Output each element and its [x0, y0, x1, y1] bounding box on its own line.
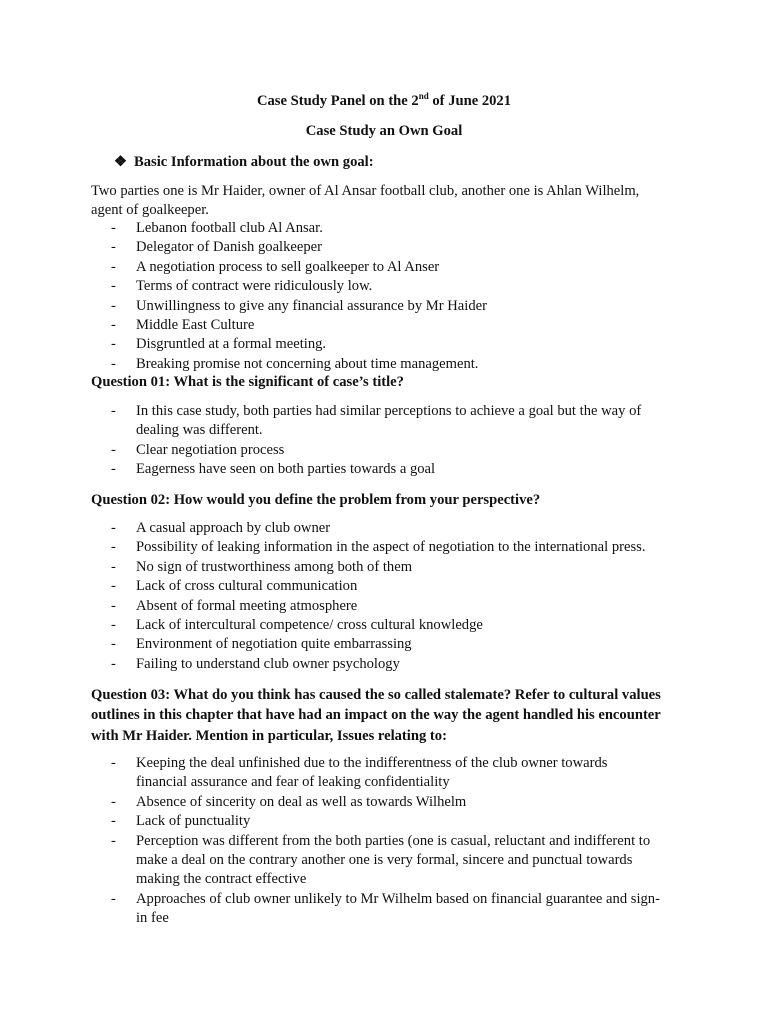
list-item: - Eagerness have seen on both parties towards a goal — [111, 461, 436, 478]
question-01: Question 01: What is the significant of case’s title? — [91, 374, 404, 390]
list-item: - Disgruntled at a formal meeting. — [111, 336, 327, 353]
list-item: - Environment of negotiation quite embarrassing — [111, 636, 412, 653]
title-superscript: nd — [418, 91, 429, 101]
list-item: - No sign of trustworthiness among both of them — [111, 558, 413, 575]
list-item: - Failing to understand club owner psychology — [111, 655, 400, 672]
list-item: - Terms of contract were ridiculously low. — [111, 278, 373, 295]
question-03: Question 03: What do you think has caused the so called stalemate? Refer to cultural values outlines in this chapter that have had an impact on the way the agent handled his encounter with Mr Haider. Mention in particular, Issues relating to: — [91, 687, 661, 744]
list-item: - Clear negotiation process — [111, 441, 285, 458]
list-item: - Delegator of Danish goalkeeper — [111, 239, 322, 256]
intro-line: agent of goalkeeper. — [91, 202, 209, 219]
title-text-end: of June 2021 — [428, 93, 512, 109]
question-01-list — [111, 402, 641, 480]
list-item: - In this case study, both parties had similar perceptions to achieve a goal but the way of dealing was different. — [111, 403, 642, 439]
question-03-list — [111, 754, 660, 929]
intro-paragraph — [91, 182, 639, 220]
list-item: - Lack of intercultural competence/ cross cultural knowledge — [111, 617, 483, 634]
list-item: - Lack of punctuality — [111, 813, 251, 830]
question-02: Question 02: How would you define the problem from your perspective? — [91, 492, 541, 508]
list-item: - Middle East Culture — [111, 317, 255, 334]
title-text: Case Study Panel on the 2 — [256, 93, 419, 109]
list-item: - A casual approach by club owner — [111, 520, 331, 536]
basic-info-list — [111, 219, 487, 374]
list-item: - Keeping the deal unfinished due to the indifferentness of the club owner towards financial assurance and fear of leaking confidentiality — [111, 755, 608, 791]
list-item: - Breaking promise not concerning about time management. — [111, 355, 479, 372]
page-subtitle: Case Study an Own Goal — [305, 123, 463, 139]
list-item: - Unwillingness to give any financial assurance by Mr Haider — [111, 297, 487, 314]
list-item: - Possibility of leaking information in the aspect of negotiation to the international press. — [111, 539, 646, 556]
list-item: - Approaches of club owner unlikely to Mr Wilhelm based on financial guarantee and sign- in fee — [111, 890, 660, 927]
section-heading-text: Basic Information about the own goal: — [134, 154, 374, 170]
list-item: - Perception was different from the both parties (one is casual, reluctant and indifferent to make a deal on the contrary another one is very formal, sincere and punctual towards making the contract effective — [111, 832, 651, 888]
list-item: - Absence of sincerity on deal as well as towards Wilhelm — [111, 793, 467, 810]
diamond-bullet-icon: ❖ — [114, 154, 128, 170]
page-title — [0, 93, 768, 110]
list-item: - Lebanon football club Al Ansar. — [111, 220, 323, 236]
list-item: - A negotiation process to sell goalkeeper to Al Anser — [111, 258, 440, 275]
list-item: - Lack of cross cultural communication — [111, 578, 358, 595]
question-02-list — [111, 519, 645, 674]
intro-line: Two parties one is Mr Haider, owner of Al Ansar football club, another one is Ahlan Wilhelm, — [91, 183, 640, 199]
section-heading — [114, 153, 374, 171]
list-item: - Absent of formal meeting atmosphere — [111, 597, 358, 614]
